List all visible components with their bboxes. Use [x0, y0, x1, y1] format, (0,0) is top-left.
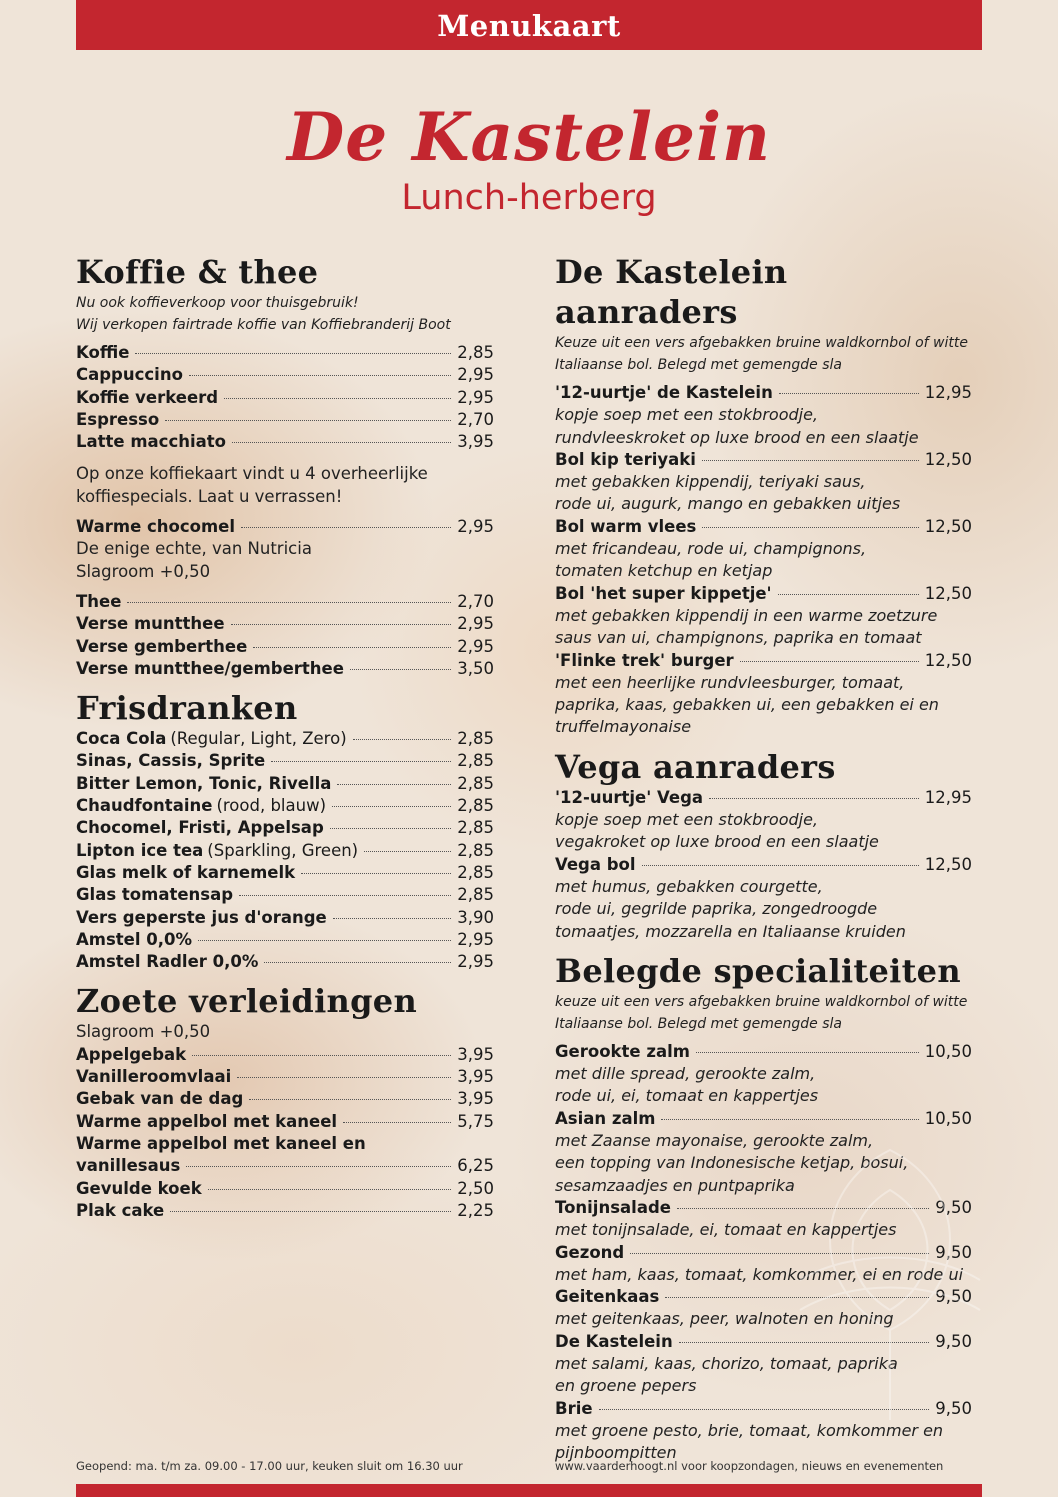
item-description: met geitenkaas, peer, walnoten en honing	[555, 1309, 894, 1329]
menu-item	[76, 1088, 494, 1110]
item-price: 3,90	[457, 907, 494, 927]
item-price: 2,85	[457, 796, 494, 816]
menu-item	[76, 591, 494, 613]
item-description: met tonijnsalade, ei, tomaat en kappertjes	[555, 1220, 897, 1240]
leader-dots	[165, 420, 451, 421]
item-description: rode ui, ei, tomaat en kappertjes	[555, 1086, 819, 1106]
section-intro: Italiaanse bol. Belegd met gemengde sla	[555, 1015, 842, 1032]
menu-item	[555, 516, 972, 538]
leader-dots	[237, 1077, 451, 1078]
item-description: sesamzaadjes en puntpaprika	[555, 1175, 795, 1195]
item-name: Vanilleroomvlaai	[76, 1067, 232, 1087]
menu-item	[76, 342, 494, 364]
item-price: 2,95	[457, 614, 494, 634]
item-price: 10,50	[924, 1041, 972, 1061]
leader-dots	[709, 798, 919, 799]
leader-dots	[271, 761, 451, 762]
item-name: Lipton ice tea	[76, 840, 204, 860]
menu-item	[76, 907, 494, 929]
leader-dots	[778, 594, 919, 595]
leader-dots	[249, 1099, 451, 1100]
item-name: Bol kip teriyaki	[555, 449, 696, 469]
item-price: 12,95	[924, 383, 972, 402]
leader-dots	[208, 1189, 452, 1190]
item-name: Glas melk of karnemelk	[76, 862, 296, 882]
menu-item	[76, 840, 494, 862]
item-variants: (Regular, Light, Zero)	[170, 729, 347, 749]
menu-item	[76, 516, 494, 538]
menu-item	[76, 636, 494, 658]
item-price: 2,70	[457, 591, 494, 611]
leader-dots	[779, 393, 919, 394]
thee-list	[76, 591, 494, 680]
item-name: Amstel 0,0%	[76, 929, 193, 949]
item-description: rundvleeskroket op luxe brood en een slaatje	[555, 427, 919, 447]
item-price: 2,95	[457, 365, 494, 385]
footer-hours: Geopend: ma. t/m za. 09.00 - 17.00 uur, keuken sluit om 16.30 uur	[76, 1459, 463, 1473]
leader-dots	[350, 669, 451, 670]
item-name: De Kastelein	[555, 1331, 673, 1351]
item-price: 2,85	[457, 840, 494, 860]
item-price: 12,50	[924, 516, 972, 536]
menu-item	[76, 387, 494, 409]
item-name: Appelgebak	[76, 1044, 187, 1064]
menu-item	[76, 658, 494, 680]
leader-dots	[135, 353, 451, 354]
item-price: 3,95	[457, 1067, 494, 1087]
item-price: 10,50	[924, 1108, 972, 1128]
leader-dots	[198, 940, 451, 941]
item-name: vanillesaus	[76, 1156, 181, 1176]
section-title-belegd: Belegde specialiteiten	[555, 951, 961, 990]
leader-dots	[330, 828, 452, 829]
item-description: met ham, kaas, tomaat, komkommer, ei en rode ui	[555, 1264, 964, 1284]
leader-dots	[231, 624, 452, 625]
item-description: vegakroket op luxe brood en een slaatje	[555, 832, 879, 852]
item-price: 2,70	[457, 409, 494, 429]
zoet-list-2	[76, 1178, 494, 1223]
header-title: Menukaart	[437, 9, 621, 43]
item-price: 6,25	[457, 1156, 494, 1176]
leader-dots	[241, 527, 451, 528]
item-price: 12,50	[924, 854, 972, 874]
section-intro: Italiaanse bol. Belegd met gemengde sla	[555, 357, 842, 373]
koffie-list	[76, 342, 494, 453]
koffie-note: koffiespecials. Laat u verrassen!	[76, 486, 343, 506]
leader-dots	[239, 895, 451, 896]
item-name: Chaudfontaine	[76, 796, 213, 816]
section-intro: Wij verkopen fairtrade koffie van Koffiebranderij Boot	[76, 317, 451, 333]
leader-dots	[253, 647, 451, 648]
item-price: 3,50	[457, 658, 494, 678]
menu-item	[76, 884, 494, 906]
item-name: Espresso	[76, 409, 160, 429]
item-name: Gerookte zalm	[555, 1041, 690, 1061]
menu-item	[76, 1200, 494, 1222]
leader-dots	[332, 806, 451, 807]
item-name: Koffie	[76, 343, 130, 362]
item-price: 9,50	[935, 1287, 972, 1307]
menu-item	[76, 1155, 494, 1177]
brand-subtitle: Lunch-herberg	[401, 178, 657, 218]
zoet-list	[76, 1044, 494, 1133]
section-title-aanraders: De Kastelein aanraders	[555, 253, 788, 331]
item-description: tomaten ketchup en ketjap	[555, 561, 773, 581]
chocomel-note: De enige echte, van Nutricia	[76, 539, 312, 559]
menu-item	[76, 1066, 494, 1088]
menu-item	[76, 862, 494, 884]
item-name: '12-uurtje' Vega	[555, 787, 704, 807]
item-name: Vers geperste jus d'orange	[76, 907, 327, 927]
item-description: en groene pepers	[555, 1376, 697, 1396]
item-price: 2,50	[457, 1178, 494, 1198]
item-description: rode ui, gegrilde paprika, zongedroogde	[555, 899, 878, 919]
item-description: met gebakken kippendij, teriyaki saus,	[555, 472, 866, 492]
brand-name: De Kastelein	[286, 98, 772, 176]
item-price: 2,85	[457, 773, 494, 793]
item-name: Verse muntthee	[76, 614, 225, 634]
leader-dots	[232, 442, 451, 443]
item-name: Verse muntthee/gemberthee	[76, 658, 344, 678]
leader-dots	[642, 865, 919, 866]
item-variants: (rood, blauw)	[216, 796, 327, 816]
item-description: tomaatjes, mozzarella en Italiaanse kruiden	[555, 921, 906, 941]
section-title-vega: Vega aanraders	[555, 747, 836, 786]
item-description: paprika, kaas, gebakken ui, een gebakken ei en	[555, 695, 939, 715]
item-price: 3,95	[457, 1089, 494, 1109]
menu-item	[76, 929, 494, 951]
menu-item	[76, 795, 494, 817]
item-price: 5,75	[457, 1111, 494, 1131]
item-price: 2,25	[457, 1200, 494, 1220]
section-title-koffie: Koffie & thee	[76, 253, 319, 291]
item-description: saus van ui, champignons, paprika en tomaat	[555, 628, 922, 648]
item-description: met fricandeau, rode ui, champignons,	[555, 539, 867, 559]
item-name: Gebak van de dag	[76, 1089, 244, 1109]
item-name: Bol warm vlees	[555, 516, 697, 536]
leader-dots	[170, 1211, 451, 1212]
leader-dots	[333, 918, 452, 919]
menu-item	[76, 1044, 494, 1066]
leader-dots	[702, 527, 918, 528]
koffie-note: Op onze koffiekaart vindt u 4 overheerlijke	[76, 464, 428, 484]
item-price: 2,95	[457, 952, 494, 972]
item-name: Cappuccino	[76, 365, 183, 385]
item-price: 9,50	[935, 1398, 972, 1418]
item-price: 9,50	[935, 1331, 972, 1351]
item-variants: (Sparkling, Green)	[207, 840, 359, 860]
item-price: 2,95	[457, 636, 494, 656]
item-description: met dille spread, gerookte zalm,	[555, 1064, 816, 1084]
left-column	[76, 252, 494, 1222]
item-price: 2,85	[457, 885, 494, 905]
menu-item	[555, 449, 972, 471]
item-price: 12,50	[924, 650, 972, 670]
item-name: Tonijnsalade	[555, 1197, 671, 1217]
menu-item	[76, 773, 494, 795]
item-name: Bitter Lemon, Tonic, Rivella	[76, 773, 332, 793]
menu-item	[76, 817, 494, 839]
item-description: met gebakken kippendij in een warme zoetzure	[555, 605, 938, 625]
menu-item	[555, 382, 972, 404]
leader-dots	[127, 602, 451, 603]
menu-item	[76, 951, 494, 973]
menu-item	[76, 431, 494, 453]
menu-item	[76, 364, 494, 386]
item-description: rode ui, augurk, mango en gebakken uitjes	[555, 494, 901, 514]
menu-item	[555, 787, 972, 809]
chocomel-note: Slagroom +0,50	[76, 561, 211, 581]
item-price: 2,95	[457, 517, 494, 537]
item-name: Amstel Radler 0,0%	[76, 952, 259, 972]
menu-item	[555, 650, 972, 672]
item-price: 12,50	[924, 449, 972, 469]
footer-bar	[76, 1484, 982, 1497]
section-intro: Keuze uit een vers afgebakken bruine waldkornbol of witte	[555, 335, 968, 351]
leader-dots	[696, 1052, 919, 1053]
item-price: 2,95	[457, 387, 494, 407]
zoet-note: Slagroom +0,50	[76, 1022, 211, 1042]
item-price: 2,85	[457, 818, 494, 838]
item-name: Warme chocomel	[76, 517, 236, 537]
menu-item	[76, 750, 494, 772]
menu-item	[555, 854, 972, 876]
decorative-flourish-icon	[770, 1130, 1010, 1430]
leader-dots	[189, 375, 451, 376]
item-price: 2,85	[457, 751, 494, 771]
menu-item-line1	[76, 1133, 494, 1155]
item-name: Gezond	[555, 1242, 625, 1262]
item-description: met groene pesto, brie, tomaat, komkommer en	[555, 1420, 944, 1440]
menu-item	[555, 583, 972, 605]
item-price: 2,85	[457, 729, 494, 749]
item-price: 2,85	[457, 862, 494, 882]
section-intro: keuze uit een vers afgebakken bruine waldkornbol of witte	[555, 993, 968, 1010]
item-name: Gevulde koek	[76, 1178, 202, 1198]
fris-list	[76, 728, 494, 973]
item-name: Bol 'het super kippetje'	[555, 583, 772, 603]
item-price: 12,95	[924, 787, 972, 807]
item-description: kopje soep met een stokbroodje,	[555, 810, 819, 830]
leader-dots	[192, 1055, 451, 1056]
footer-website: www.vaarderhoogt.nl voor koopzondagen, nieuws en evenementen	[555, 1459, 944, 1473]
item-price: 3,95	[457, 1044, 494, 1064]
aanraders-list	[555, 382, 972, 739]
item-name: '12-uurtje' de Kastelein	[555, 383, 773, 402]
item-name: Vega bol	[555, 854, 636, 874]
item-name: Geitenkaas	[555, 1287, 660, 1307]
leader-dots	[224, 398, 451, 399]
item-name: Sinas, Cassis, Sprite	[76, 751, 266, 771]
menu-item	[76, 409, 494, 431]
item-name: Thee	[76, 591, 122, 611]
item-description: met Zaanse mayonaise, gerookte zalm,	[555, 1131, 874, 1151]
item-name: Warme appelbol met kaneel	[76, 1111, 338, 1131]
item-name: Plak cake	[76, 1200, 165, 1220]
item-description: kopje soep met een stokbroodje,	[555, 405, 819, 425]
item-price: 9,50	[935, 1242, 972, 1262]
section-title-zoet: Zoete verleidingen	[76, 982, 418, 1021]
item-name: Coca Cola	[76, 729, 167, 749]
menu-item	[76, 613, 494, 635]
item-name: Warme appelbol met kaneel en	[76, 1133, 366, 1153]
item-description: met humus, gebakken courgette,	[555, 876, 823, 896]
leader-dots	[186, 1166, 451, 1167]
item-price: 9,50	[935, 1197, 972, 1217]
menu-item	[76, 1111, 494, 1133]
leader-dots	[353, 739, 452, 740]
menu-item	[555, 1108, 972, 1130]
item-price: 2,85	[457, 343, 494, 362]
item-name: 'Flinke trek' burger	[555, 650, 734, 670]
leader-dots	[661, 1119, 918, 1120]
menu-item	[76, 728, 494, 750]
leader-dots	[337, 784, 451, 785]
menu-item	[76, 1178, 494, 1200]
vega-list	[555, 787, 972, 943]
item-price: 12,50	[924, 583, 972, 603]
item-name: Latte macchiato	[76, 432, 227, 452]
leader-dots	[301, 873, 451, 874]
section-title-fris: Frisdranken	[76, 689, 298, 728]
leader-dots	[740, 661, 919, 662]
leader-dots	[343, 1122, 451, 1123]
item-description: pijnboompitten	[555, 1443, 677, 1463]
menu-item	[555, 1041, 972, 1063]
header-bar	[76, 0, 982, 50]
item-price: 3,95	[457, 432, 494, 452]
item-description: met salami, kaas, chorizo, tomaat, paprika	[555, 1353, 898, 1373]
item-name: Glas tomatensap	[76, 885, 234, 905]
item-name: Brie	[555, 1398, 593, 1418]
item-name: Chocomel, Fristi, Appelsap	[76, 818, 324, 838]
item-description: met een heerlijke rundvleesburger, tomaat,	[555, 672, 905, 692]
item-description: truffelmayonaise	[555, 717, 692, 737]
section-intro: Nu ook koffieverkoop voor thuisgebruik!	[76, 295, 359, 311]
item-price: 2,95	[457, 929, 494, 949]
leader-dots	[264, 962, 451, 963]
item-name: Koffie verkeerd	[76, 387, 219, 407]
leader-dots	[702, 460, 919, 461]
item-name: Asian zalm	[555, 1108, 656, 1128]
item-description: een topping van Indonesische ketjap, bosui,	[555, 1153, 909, 1173]
leader-dots	[364, 851, 451, 852]
item-name: Verse gemberthee	[76, 636, 248, 656]
